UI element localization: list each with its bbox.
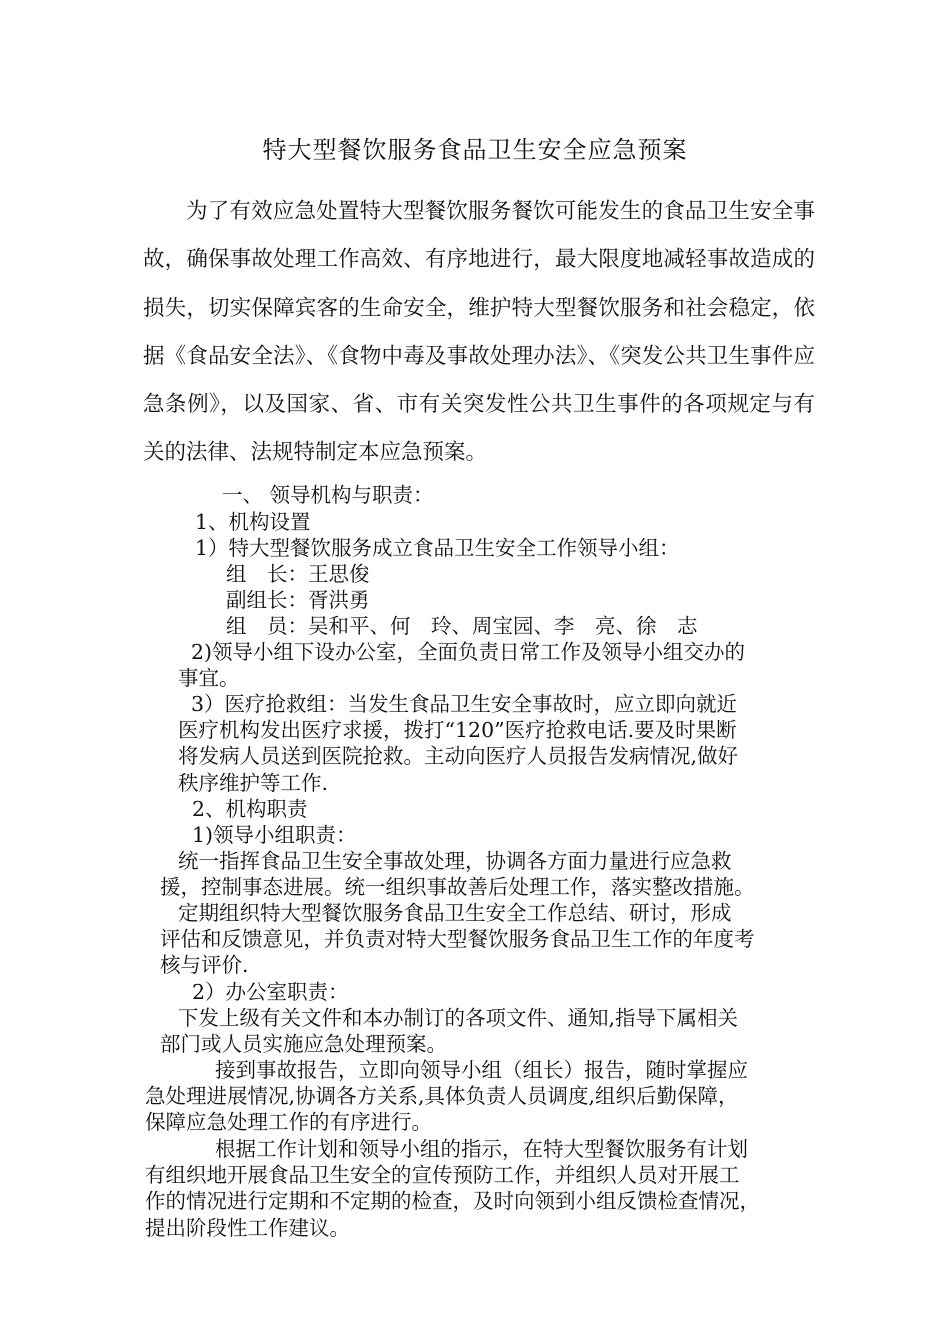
group-leader-line: 组 长：王思俊 — [226, 562, 370, 586]
office-duty-line: 急处理进展情况,协调各方关系,具体负责人员调度,组织后勤保障， — [145, 1084, 739, 1109]
office-duty-line: 有组织地开展食品卫生安全的宣传预防工作，并组织人员对开展工 — [145, 1163, 740, 1188]
duty-line: 核与评价. — [160, 953, 249, 978]
rescue-line: 医疗机构发出医疗求援，拨打“120”医疗抢救电话.要及时果断 — [178, 718, 737, 743]
duty-line: 定期组织特大型餐饮服务食品卫生安全工作总结、研讨，形成 — [178, 901, 732, 925]
office-line: 2)领导小组下设办公室，全面负责日常工作及领导小组交办的 — [191, 640, 746, 664]
duty-paragraph-2 — [160, 900, 755, 979]
leading-group-line: 1）特大型餐饮服务成立食品卫生安全工作领导小组： — [195, 536, 680, 560]
duty-paragraph-1 — [160, 848, 755, 900]
office-paragraph — [178, 639, 745, 691]
duty-line: 统一指挥食品卫生安全事故处理，协调各方面力量进行应急救 — [178, 849, 732, 873]
office-duty-line: 根据工作计划和领导小组的指示，在特大型餐饮服务有计划 — [215, 1137, 748, 1161]
office-duty-paragraph-3 — [145, 1136, 760, 1241]
office-duty-line: 作的情况进行定期和不定期的检查，及时向领到小组反馈检查情况， — [145, 1189, 760, 1214]
office-duties-heading: 2）办公室职责： — [192, 980, 349, 1004]
rescue-line: 秩序维护等工作. — [178, 770, 329, 795]
office-duty-line: 下发上级有关文件和本办制订的各项文件、通知,指导下属相关 — [178, 1006, 739, 1030]
rescue-line: 3）医疗抢救组：当发生食品卫生安全事故时，应立即向就近 — [191, 692, 738, 716]
duty-line: 评估和反馈意见，并负责对特大型餐饮服务食品卫生工作的年度考 — [160, 927, 755, 952]
rescue-paragraph — [178, 691, 738, 796]
section-1-heading: 一、 领导机构与职责： — [222, 483, 434, 507]
deputy-leader-line: 副组长：胥洪勇 — [226, 588, 370, 612]
office-duty-line: 接到事故报告，立即向领导小组（组长）报告，随时掌握应 — [215, 1058, 748, 1082]
section-1-1-heading: 1、机构设置 — [195, 510, 311, 534]
group-members-line: 组 员：吴和平、何 玲、周宝园、李 亮、徐 志 — [226, 614, 698, 638]
office-duty-line: 提出阶段性工作建议。 — [145, 1215, 350, 1240]
office-duty-line: 部门或人员实施应急处理预案。 — [160, 1032, 447, 1057]
office-line: 事宜。 — [178, 666, 240, 691]
duty-line: 援，控制事态进展。统一组织事故善后处理工作，落实整改措施。 — [160, 875, 755, 900]
document-title: 特大型餐饮服务食品卫生安全应急预案 — [262, 136, 688, 164]
office-duty-paragraph-1 — [160, 1005, 738, 1057]
intro-paragraph — [143, 188, 815, 478]
leading-group-duties-heading: 1)领导小组职责： — [192, 823, 357, 847]
intro-text: 为了有效应急处置特大型餐饮服务餐饮可能发生的食品卫生安全事故，确保事故处理工作高效、有序地进行，最大限度地减轻事故造成的损失，切实保障宾客的生命安全，维护特大型餐饮服务和社会稳定，依据《食品安全法》、《食物中毒及事故处理办法》、《突发公共卫生事件应急条例》，以及国家、省、市有关突发性公共卫生事件的各项规定与有关的法律、法规特制定本应急预案。 — [143, 199, 815, 466]
office-duty-line: 保障应急处理工作的有序进行。 — [145, 1110, 432, 1135]
office-duty-paragraph-2 — [145, 1057, 748, 1136]
rescue-line: 将发病人员送到医院抢救。主动向医疗人员报告发病情况,做好 — [178, 744, 739, 769]
section-2-heading: 2、机构职责 — [192, 797, 308, 821]
